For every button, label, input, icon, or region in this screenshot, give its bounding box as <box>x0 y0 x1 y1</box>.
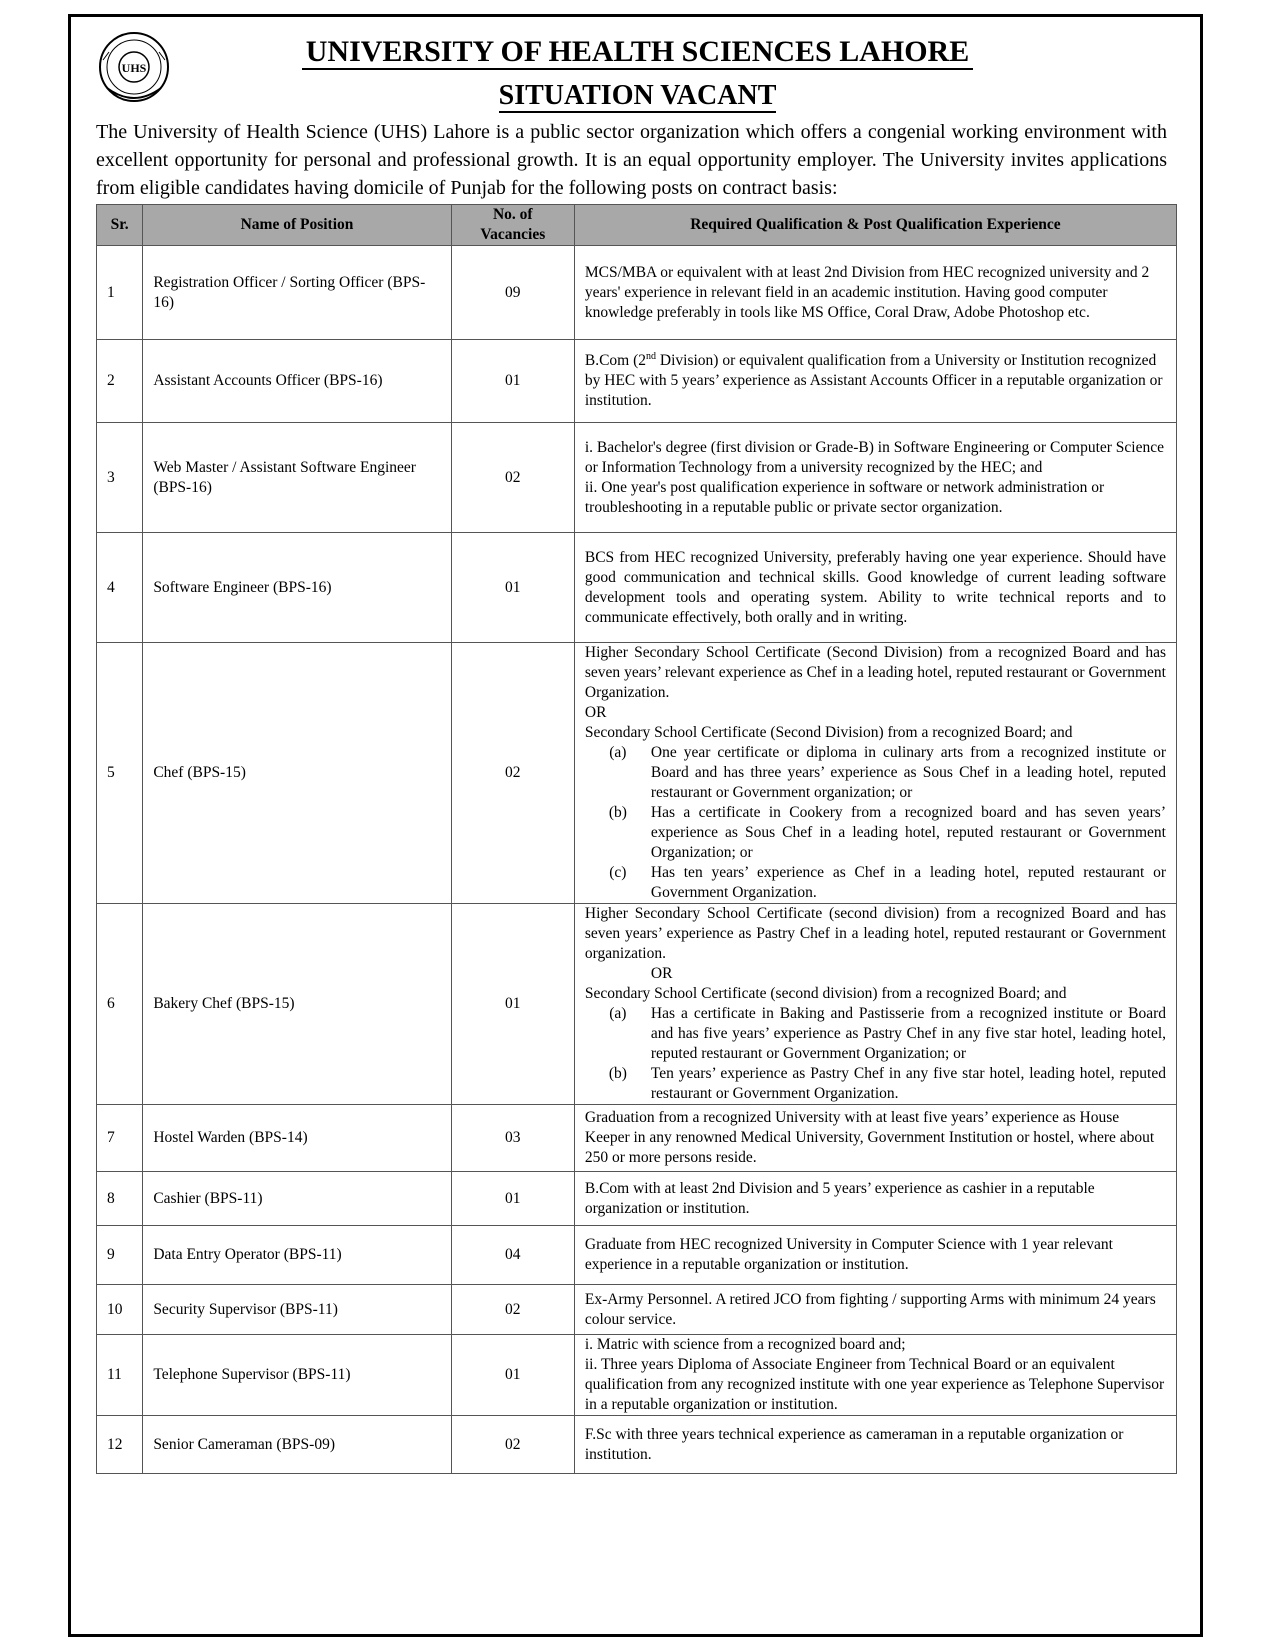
requirements-cell <box>574 904 1176 1105</box>
table-row <box>97 1105 1177 1172</box>
position-cell: Chef (BPS-15) <box>143 643 451 904</box>
requirement-or: OR <box>584 704 607 721</box>
sr-cell: 2 <box>97 340 143 423</box>
requirements-cell: MCS/MBA or equivalent with at least 2nd Division from HEC recognized university and 2 years' experience in relevant field in an academic institution. Having good computer knowledge preferably in tools like MS Office, Coral Draw, Adobe Photoshop etc. <box>574 246 1176 340</box>
vacancies-cell: 01 <box>451 533 574 643</box>
requirement-item: ii. One year's post qualification experience in software or network administration or troubleshooting in a reputable public or private sector organization. <box>584 478 1105 516</box>
table-row <box>97 643 1177 904</box>
requirement-subitem: (c) Has ten years’ experience as Chef in a leading hotel, reputed restaurant or Government Organization. <box>609 864 1166 901</box>
vacancies-table <box>96 204 1177 1474</box>
requirements-cell <box>574 643 1176 904</box>
requirements-cell: B.Com (2nd Division) or equivalent qualification from a University or Institution recognized by HEC with 5 years’ experience as Assistant Accounts Officer in a reputable organization or institution. <box>574 340 1176 423</box>
vacancies-cell: 02 <box>451 1285 574 1335</box>
header-position: Name of Position <box>143 205 451 246</box>
vacancies-cell: 02 <box>451 643 574 904</box>
requirement-main: Higher Secondary School Certificate (Second Division) from a recognized Board and has seven years’ relevant experience as Chef in a leading hotel, reputed restaurant or Government Organization. <box>584 644 1166 701</box>
requirements-cell: F.Sc with three years technical experience as cameraman in a reputable organization or institution. <box>574 1416 1176 1474</box>
sr-cell: 8 <box>97 1172 143 1226</box>
table-header-row <box>97 205 1177 246</box>
requirements-cell <box>574 423 1176 533</box>
sr-cell: 4 <box>97 533 143 643</box>
position-cell: Assistant Accounts Officer (BPS-16) <box>143 340 451 423</box>
requirement-subitem: (a) Has a certificate in Baking and Pastisserie from a recognized institute or Board and has five years’ experience as Pastry Chef in any five star hotel, leading hotel, reputed restaurant or Government Organization; or <box>609 1005 1166 1062</box>
requirements-cell: BCS from HEC recognized University, preferably having one year experience. Should have good communication and technical skills. Good knowledge of current leading software development tools and operating system. Ability to write technical reports and to communicate effectively, both orally and in writing. <box>574 533 1176 643</box>
requirements-cell: Ex-Army Personnel. A retired JCO from fighting / supporting Arms with minimum 24 years colour service. <box>574 1285 1176 1335</box>
sr-cell: 9 <box>97 1226 143 1285</box>
position-cell: Telephone Supervisor (BPS-11) <box>143 1335 451 1416</box>
requirement-alt: Secondary School Certificate (second division) from a recognized Board; and <box>584 985 1067 1002</box>
intro-paragraph: The University of Health Science (UHS) Lahore is a public sector organization which offers a congenial working environment with excellent opportunity for personal and professional growth. It is an equal opportunity employer. The University invites applications from eligible candidates having domicile of Punjab for the following posts on contract basis: <box>96 121 1167 199</box>
table-row <box>97 1226 1177 1285</box>
page-subtitle: SITUATION VACANT <box>498 80 777 111</box>
position-cell: Bakery Chef (BPS-15) <box>143 904 451 1105</box>
sr-cell: 1 <box>97 246 143 340</box>
vacancies-cell: 02 <box>451 423 574 533</box>
requirements-cell: Graduation from a recognized University with at least five years’ experience as House Keeper in any renowned Medical University, Government Institution or hostel, where about 250 or more persons reside. <box>574 1105 1176 1172</box>
header-vacancies: No. of Vacancies <box>451 205 574 246</box>
sr-cell: 6 <box>97 904 143 1105</box>
table-row <box>97 1172 1177 1226</box>
position-cell: Senior Cameraman (BPS-09) <box>143 1416 451 1474</box>
svg-text:UHS: UHS <box>121 61 147 75</box>
table-row <box>97 1335 1177 1416</box>
requirement-item: ii. Three years Diploma of Associate Engineer from Technical Board or an equivalent qualification from any recognized institute with one year experience as Telephone Supervisor in a reputable organization or institution. <box>584 1356 1165 1413</box>
position-cell: Hostel Warden (BPS-14) <box>143 1105 451 1172</box>
requirement-subitem: (a) One year certificate or diploma in culinary arts from a recognized institute or Board and has three years’ experience as Sous Chef in a leading hotel, reputed restaurant or Government organization; or <box>609 744 1166 801</box>
position-cell: Registration Officer / Sorting Officer (BPS-16) <box>143 246 451 340</box>
sr-cell: 5 <box>97 643 143 904</box>
requirement-subitem: (b) Ten years’ experience as Pastry Chef in any five star hotel, leading hotel, reputed restaurant or Government Organization. <box>608 1065 1166 1102</box>
position-cell: Security Supervisor (BPS-11) <box>143 1285 451 1335</box>
requirement-item: i. Bachelor's degree (first division or Grade-B) in Software Engineering or Computer Science or Information Technology from a university recognized by the HEC; and <box>584 438 1165 476</box>
vacancies-cell: 01 <box>451 1172 574 1226</box>
position-cell: Data Entry Operator (BPS-11) <box>143 1226 451 1285</box>
vacancies-cell: 01 <box>451 1335 574 1416</box>
sr-cell: 11 <box>97 1335 143 1416</box>
position-cell: Cashier (BPS-11) <box>143 1172 451 1226</box>
table-row <box>97 1285 1177 1335</box>
sr-cell: 10 <box>97 1285 143 1335</box>
vacancies-cell: 03 <box>451 1105 574 1172</box>
vacancies-cell: 09 <box>451 246 574 340</box>
table-row <box>97 340 1177 423</box>
header-requirements: Required Qualification & Post Qualification Experience <box>574 205 1176 246</box>
position-cell: Software Engineer (BPS-16) <box>143 533 451 643</box>
vacancies-cell: 01 <box>451 340 574 423</box>
table-row <box>97 423 1177 533</box>
table-row <box>97 246 1177 340</box>
sr-cell: 7 <box>97 1105 143 1172</box>
vacancies-cell: 04 <box>451 1226 574 1285</box>
sr-cell: 3 <box>97 423 143 533</box>
requirement-subitem: (b) Has a certificate in Cookery from a recognized board and has seven years’ experience as Sous Chef in a leading hotel, reputed restaurant or Government Organization; or <box>608 804 1166 861</box>
requirement-alt: Secondary School Certificate (Second Division) from a recognized Board; and <box>584 724 1073 741</box>
table-row <box>97 533 1177 643</box>
table-row <box>97 1416 1177 1474</box>
requirement-or: OR <box>650 965 673 982</box>
sr-cell: 12 <box>97 1416 143 1474</box>
page-title: UNIVERSITY OF HEALTH SCIENCES LAHORE <box>0 34 1275 70</box>
vacancies-cell: 02 <box>451 1416 574 1474</box>
table-row <box>97 904 1177 1105</box>
requirements-cell: B.Com with at least 2nd Division and 5 years’ experience as cashier in a reputable organization or institution. <box>574 1172 1176 1226</box>
requirements-cell: Graduate from HEC recognized University in Computer Science with 1 year relevant experience in a reputable organization or institution. <box>574 1226 1176 1285</box>
requirements-cell <box>574 1335 1176 1416</box>
requirement-main: Higher Secondary School Certificate (second division) from a recognized Board and has seven years’ experience as Pastry Chef in a leading hotel, reputed restaurant or Government organization. <box>584 905 1166 962</box>
vacancies-cell: 01 <box>451 904 574 1105</box>
header-sr: Sr. <box>97 205 143 246</box>
position-cell: Web Master / Assistant Software Engineer (BPS-16) <box>143 423 451 533</box>
requirement-item: i. Matric with science from a recognized board and; <box>584 1336 906 1353</box>
